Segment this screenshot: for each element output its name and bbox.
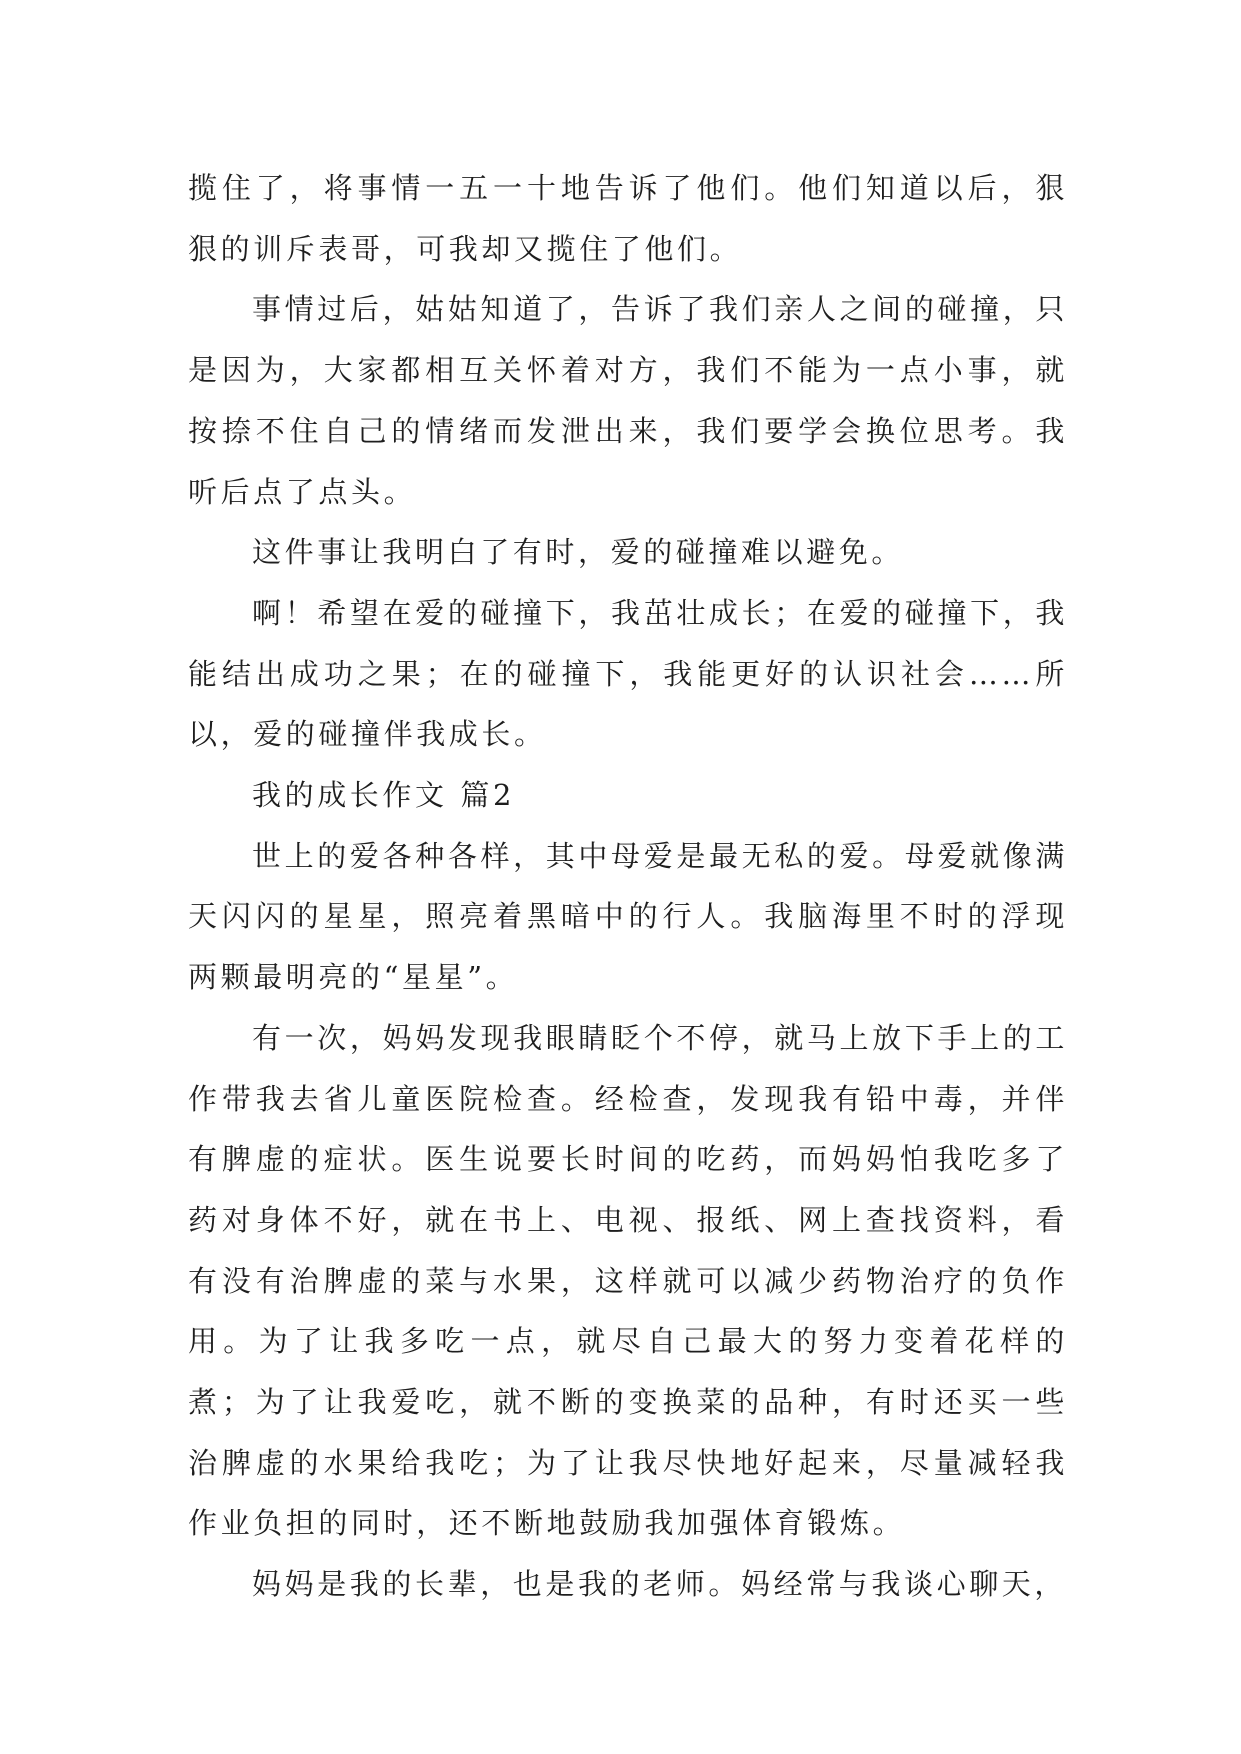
paragraph-mother-teacher: 妈妈是我的长辈，也是我的老师。妈经常与我谈心聊天，	[252, 1567, 1068, 1602]
paragraph-continuation: 揽住了，将事情一五一十地告诉了他们。他们知道以后，狠狠的训斥表哥，可我却又揽住了他们。	[188, 171, 1068, 266]
document-body	[188, 158, 1068, 1615]
paragraph-hope: 啊！希望在爱的碰撞下，我茁壮成长；在爱的碰撞下，我能结出成功之果；在的碰撞下，我能更好的认识社会……所以，爱的碰撞伴我成长。	[188, 595, 1068, 752]
paragraph-realization: 这件事让我明白了有时，爱的碰撞难以避免。	[252, 535, 905, 570]
section-heading: 我的成长作文 篇2	[252, 778, 516, 813]
paragraph-hospital: 有一次，妈妈发现我眼睛眨个不停，就马上放下手上的工作带我去省儿童医院检查。经检查，发现我有铅中毒，并伴有脾虚的症状。医生说要长时间的吃药，而妈妈怕我吃多了药对身体不好，就在书上、电视、报纸、网上查找资料，看有没有治脾虚的菜与水果，这样就可以减少药物治疗的负作用。为了让我多吃一点，就尽自己最大的努力变着花样的煮；为了让我爱吃，就不断的变换菜的品种，有时还买一些治脾虚的水果给我吃；为了让我尽快地好起来，尽量减轻我作业负担的同时，还不断地鼓励我加强体育锻炼。	[188, 1020, 1068, 1541]
paragraph-aunt-advice: 事情过后，姑姑知道了，告诉了我们亲人之间的碰撞，只是因为，大家都相互关怀着对方，我们不能为一点小事，就按捺不住自己的情绪而发泄出来，我们要学会换位思考。我听后点了点头。	[188, 292, 1068, 509]
paragraph-mother-love: 世上的爱各种各样，其中母爱是最无私的爱。母爱就像满天闪闪的星星，照亮着黑暗中的行人。我脑海里不时的浮现两颗最明亮的“星星”。	[188, 838, 1068, 995]
